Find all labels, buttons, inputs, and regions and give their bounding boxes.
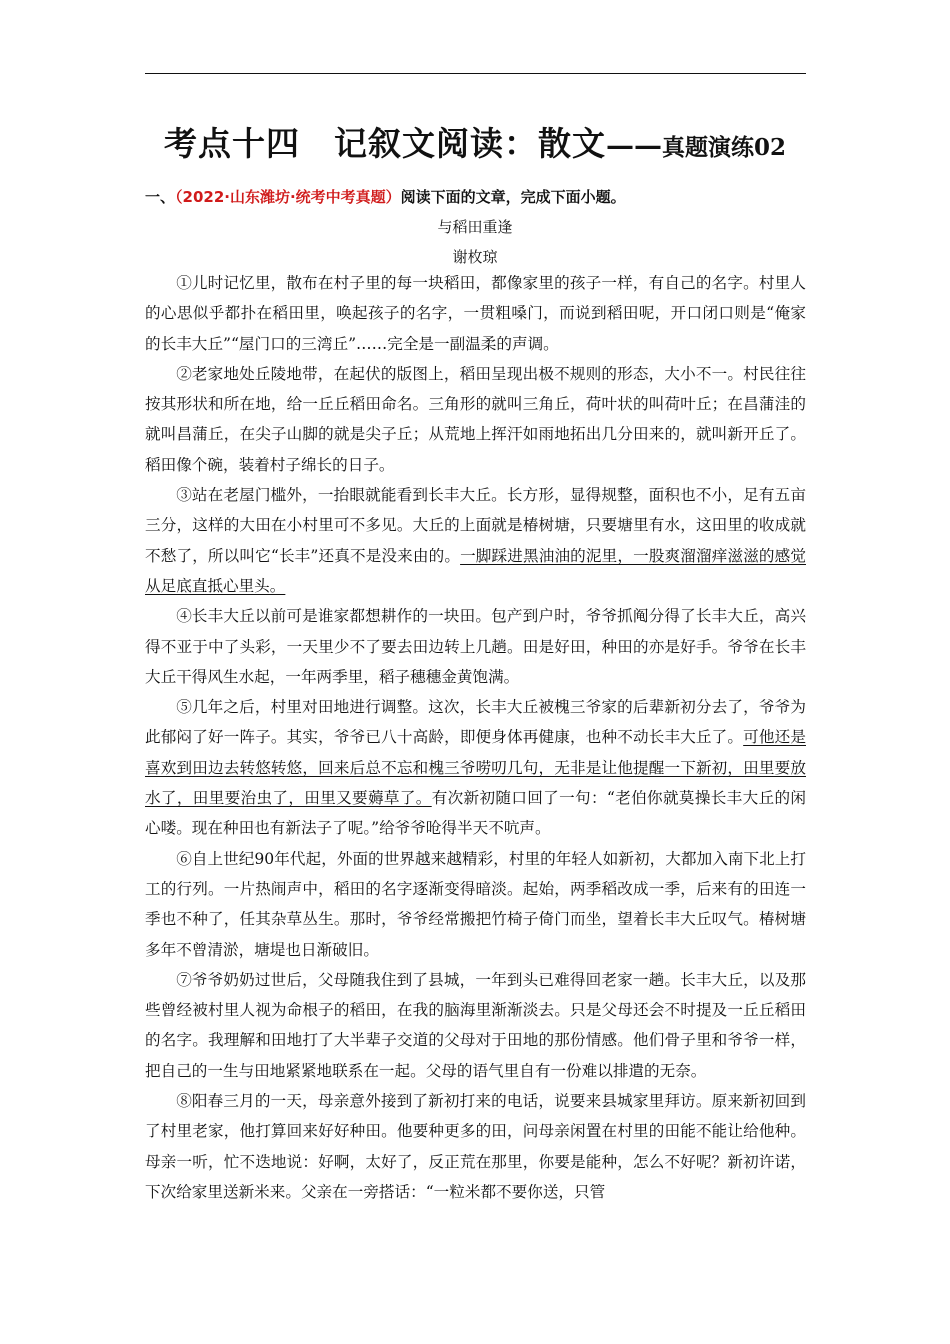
paragraph-7: ⑦爷爷奶奶过世后，父母随我住到了县城，一年到头已难得回老家一趟。长丰大丘，以及那些曾经被村里人视为命根子的稻田，在我的脑海里渐渐淡去。只是父母还会不时提及一丘丘稻田的名字。我理解和田地打了大半辈子交道的父母对于田地的那份情感。他们骨子里和爷爷一样，把自己的一生与田地紧紧地联系在一起。父母的语气里自有一份难以排遣的无奈。 [145, 970, 806, 1080]
essay-body [145, 268, 806, 1207]
paragraph-1: ①儿时记忆里，散布在村子里的每一块稻田，都像家里的孩子一样，有自己的名字。村里人的心思似乎都扑在稻田里，唤起孩子的名字，一贯粗嗓门，而说到稻田呢，开口闭口则是“俺家的长丰大丘”“屋门口的三湾丘”……完全是一副温柔的声调。 [145, 274, 806, 353]
paragraph-5: ⑤几年之后，村里对田地进行调整。这次，长丰大丘被槐三爷家的后辈新初分去了，爷爷为此郁闷了好一阵子。其实，爷爷已八十高龄，即便身体再健康，也种不动长丰大丘了。可他还是喜欢到田边去转悠转悠，回来后总不忘和槐三爷唠叨几句，无非是让他提醒一下新初，田里要放水了，田里要治虫了，田里又要薅草了。有次新初随口回了一句：“老伯你就莫操长丰大丘的闲心喽。现在种田也有新法子了呢。”给爷爷呛得半天不吭声。 [145, 698, 806, 838]
question-number: 一、 [145, 188, 176, 206]
essay-author: 谢枚琼 [452, 248, 498, 266]
title-dash: —— [605, 129, 662, 162]
title-main: 考点十四 记叙文阅读：散文 [163, 124, 606, 163]
paragraph-3: ③站在老屋门槛外，一抬眼就能看到长丰大丘。长方形，显得规整，面积也不小，足有五亩三分，这样的大田在小村里可不多见。大丘的上面就是椿树塘，只要塘里有水，这田里的收成就不愁了，所以叫它“长丰”还真不是没来由的。一脚踩进黑油油的泥里，一股爽溜溜痒滋滋的感觉从足底直抵心里头。 [145, 486, 806, 595]
header-rule [145, 73, 806, 74]
title-sub: 真题演练02 [661, 134, 786, 161]
essay-title: 与稻田重逢 [437, 218, 513, 236]
paragraph-2: ②老家地处丘陵地带，在起伏的版图上，稻田呈现出极不规则的形态，大小不一。村民往往按其形状和所在地，给一丘丘稻田命名。三角形的就叫三角丘，荷叶状的叫荷叶丘；在昌蒲洼的就叫昌蒲丘，在尖子山脚的就是尖子丘；从荒地上挥汗如雨地拓出几分田来的，就叫新开丘了。稻田像个碗，装着村子绵长的日子。 [145, 364, 806, 474]
question-instruction: 阅读下面的文章，完成下面小题。 [400, 188, 626, 206]
page-title [0, 118, 950, 165]
underlined-sentence: 一脚踩进黑油油的泥里，一股爽溜溜痒滋滋的感觉从足底直抵心里头。 [145, 546, 806, 595]
paragraph-8: ⑧阳春三月的一天，母亲意外接到了新初打来的电话，说要来县城家里拜访。原来新初回到了村里老家，他打算回来好好种田。他要种更多的田，问母亲闲置在村里的田能不能让给他种。母亲一听，忙不迭地说：好啊，太好了，反正荒在那里，你要是能种，怎么不好呢？新初许诺，下次给家里送新米来。父亲在一旁搭话：“一粒米都不要你送，只管 [145, 1092, 806, 1201]
question-heading [145, 186, 626, 207]
underlined-sentence: 可他还是喜欢到田边去转悠转悠，回来后总不忘和槐三爷唠叨几句，无非是让他提醒一下新初，田里要放水了，田里要治虫了，田里又要薅草了。 [145, 728, 806, 808]
paragraph-4: ④长丰大丘以前可是谁家都想耕作的一块田。包产到户时，爷爷抓阄分得了长丰大丘，高兴得不亚于中了头彩，一天里少不了要去田边转上几趟。田是好田，种田的亦是好手。爷爷在长丰大丘干得风生水起，一年两季里，稻子穗穗金黄饱满。 [145, 607, 806, 686]
question-source: （2022·山东潍坊·统考中考真题） [175, 188, 401, 206]
paragraph-6: ⑥自上世纪90年代起，外面的世界越来越精彩，村里的年轻人如新初，大都加入南下北上打工的行列。一片热闹声中，稻田的名字逐渐变得暗淡。起始，两季稻改成一季，后来有的田连一季也不种了，任其杂草丛生。那时，爷爷经常搬把竹椅子倚门而坐，望着长丰大丘叹气。椿树塘多年不曾清淤，塘堤也日渐破旧。 [145, 849, 806, 959]
